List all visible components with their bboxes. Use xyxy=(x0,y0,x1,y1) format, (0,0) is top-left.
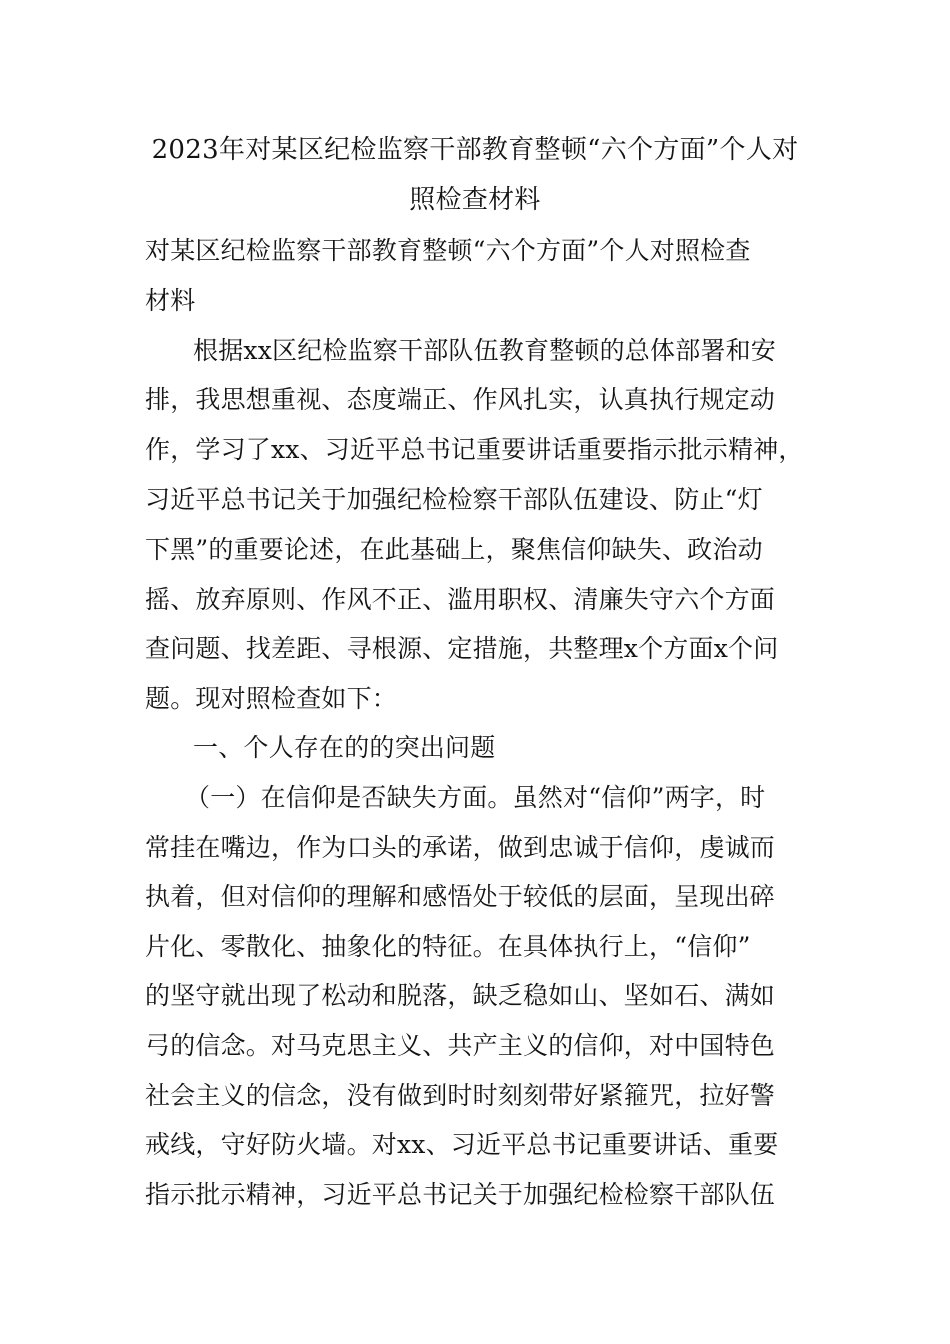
body-line: 常挂在嘴边，作为口头的承诺，做到忠诚于信仰，虔诚而 xyxy=(145,833,776,862)
title-line-2: 照检查材料 xyxy=(409,185,541,215)
body-line: 作，学习了xx、习近平总书记重要讲话重要指示批示精神， xyxy=(145,435,804,464)
body-line: （一）在信仰是否缺失方面。虽然对“信仰”两字，时 xyxy=(185,783,766,812)
body-line: 材料 xyxy=(145,286,196,315)
body-line: 习近平总书记关于加强纪检检察干部队伍建设、防止“灯 xyxy=(145,485,763,514)
body-line: 排，我思想重视、态度端正、作风扎实，认真执行规定动 xyxy=(145,385,776,414)
body-line: 摇、放弃原则、作风不正、滥用职权、清廉失守六个方面 xyxy=(145,585,776,614)
body-line: 戒线，守好防火墙。对xx、习近平总书记重要讲话、重要 xyxy=(145,1130,779,1159)
body-line: 的坚守就出现了松动和脱落，缺乏稳如山、坚如石、满如 xyxy=(145,981,776,1010)
section-heading: 一、个人存在的的突出问题 xyxy=(193,733,496,762)
title-line-1: 2023年对某区纪检监察干部教育整顿“六个方面”个人对 xyxy=(151,135,799,165)
body-line: 题。现对照检查如下： xyxy=(145,684,398,713)
body-line: 片化、零散化、抽象化的特征。在具体执行上，“信仰” xyxy=(145,932,751,961)
body-line: 对某区纪检监察干部教育整顿“六个方面”个人对照检查 xyxy=(145,236,751,265)
body-line: 查问题、找差距、寻根源、定措施，共整理x个方面x个问 xyxy=(145,634,779,663)
body-line: 社会主义的信念，没有做到时时刻刻带好紧箍咒，拉好警 xyxy=(145,1081,776,1110)
body-line: 执着，但对信仰的理解和感悟处于较低的层面，呈现出碎 xyxy=(145,882,776,911)
body-line: 弓的信念。对马克思主义、共产主义的信仰，对中国特色 xyxy=(145,1031,776,1060)
body-line: 指示批示精神，习近平总书记关于加强纪检检察干部队伍 xyxy=(145,1180,776,1209)
body-line: 下黑”的重要论述，在此基础上，聚焦信仰缺失、政治动 xyxy=(145,535,763,564)
body-line: 根据xx区纪检监察干部队伍教育整顿的总体部署和安 xyxy=(193,336,777,365)
